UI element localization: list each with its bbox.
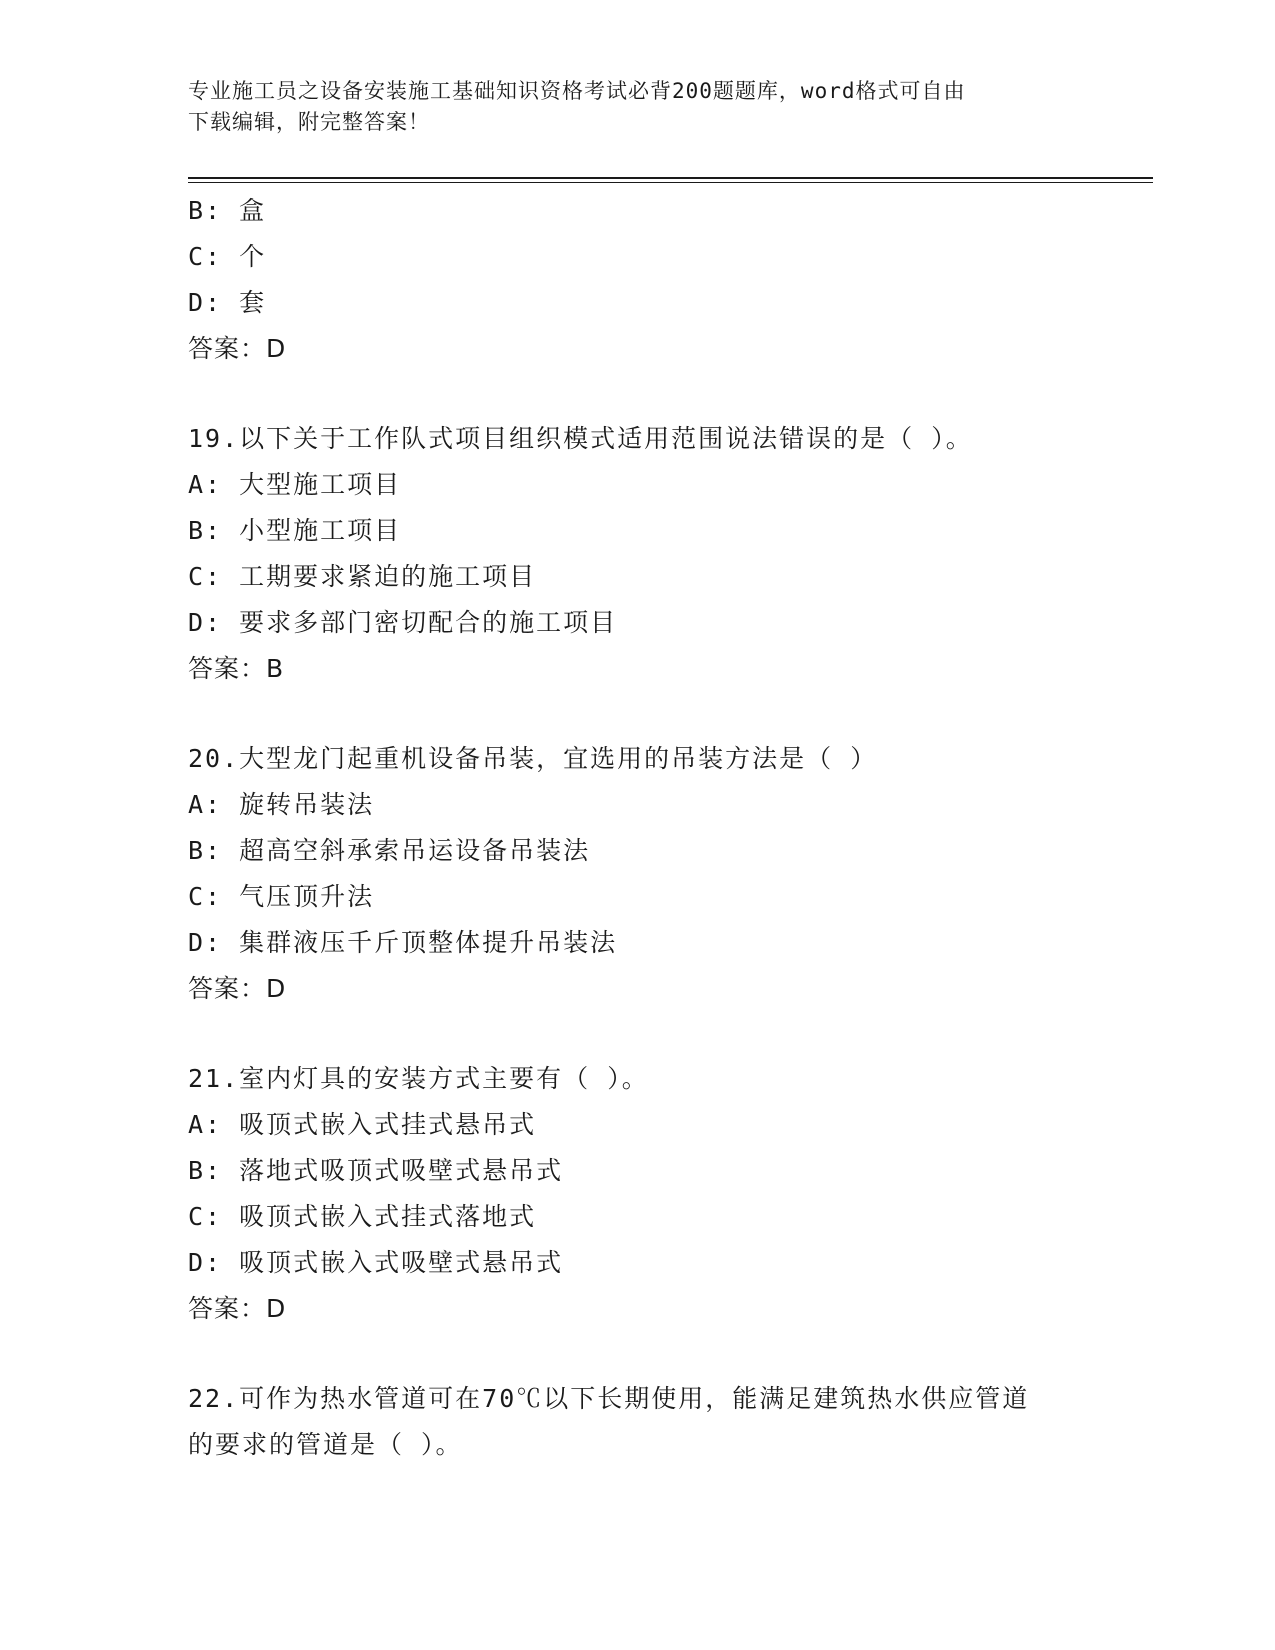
option-c: C: 工期要求紧迫的施工项目 — [188, 562, 537, 591]
question-text: 21.室内灯具的安装方式主要有（ ）。 — [188, 1064, 649, 1093]
question-19 — [188, 416, 1118, 692]
option-c: C: 吸顶式嵌入式挂式落地式 — [188, 1202, 537, 1231]
header-title-line-2: 下载编辑，附完整答案！ — [188, 110, 430, 134]
option-a: A: 旋转吊装法 — [188, 790, 375, 819]
question-20 — [188, 736, 1118, 1012]
option-b: B: 小型施工项目 — [188, 516, 402, 545]
header-rule-thin — [188, 182, 1153, 183]
answer: 答案：D — [188, 974, 287, 1003]
spacer — [188, 692, 1118, 736]
question-text: 20.大型龙门起重机设备吊装，宜选用的吊装方法是（ ） — [188, 744, 878, 773]
question-text-line-2: 的要求的管道是（ ）。 — [188, 1430, 463, 1459]
question-18-partial — [188, 188, 1118, 372]
header-rule-thick — [188, 177, 1153, 179]
answer: 答案：B — [188, 654, 285, 683]
spacer — [188, 372, 1118, 416]
question-text: 19.以下关于工作队式项目组织模式适用范围说法错误的是（ ）。 — [188, 424, 973, 453]
option-b: B: 盒 — [188, 196, 267, 225]
answer: 答案：D — [188, 1294, 287, 1323]
header-title-line-1: 专业施工员之设备安装施工基础知识资格考试必背200题题库，word格式可自由 — [188, 79, 966, 103]
option-d: D: 要求多部门密切配合的施工项目 — [188, 608, 618, 637]
option-a: A: 吸顶式嵌入式挂式悬吊式 — [188, 1110, 537, 1139]
option-b: B: 落地式吸顶式吸壁式悬吊式 — [188, 1156, 564, 1185]
option-c: C: 个 — [188, 242, 267, 271]
option-d: D: 集群液压千斤顶整体提升吊装法 — [188, 928, 618, 957]
document-header — [188, 76, 1068, 138]
spacer — [188, 1012, 1118, 1056]
option-a: A: 大型施工项目 — [188, 470, 402, 499]
option-d: D: 吸顶式嵌入式吸壁式悬吊式 — [188, 1248, 564, 1277]
question-22 — [188, 1376, 1118, 1468]
option-c: C: 气压顶升法 — [188, 882, 375, 911]
question-text-line-1: 22.可作为热水管道可在70℃以下长期使用，能满足建筑热水供应管道 — [188, 1384, 1030, 1413]
spacer — [188, 1332, 1118, 1376]
question-21 — [188, 1056, 1118, 1332]
question-list — [188, 188, 1118, 1468]
answer: 答案：D — [188, 334, 287, 363]
option-b: B: 超高空斜承索吊运设备吊装法 — [188, 836, 591, 865]
option-d: D: 套 — [188, 288, 267, 317]
